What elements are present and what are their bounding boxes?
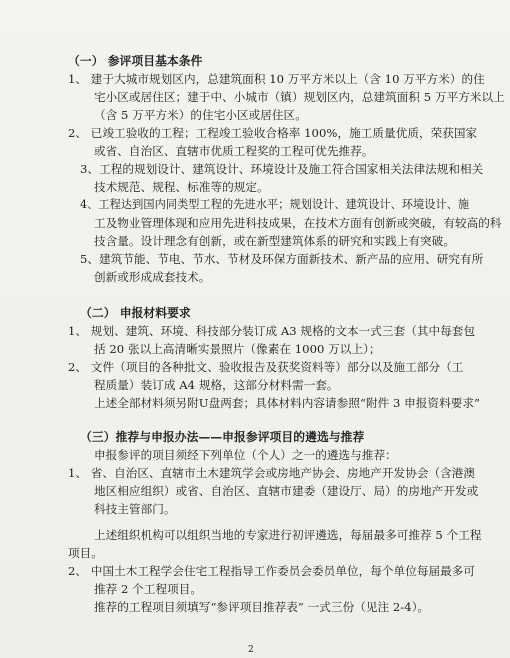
s3-item-1-line-1: 1、 省、自治区、直辖市土木建筑学会或房地产协会、房地产开发协会（含港澳 <box>68 466 476 480</box>
s2-item-2-line-2: 程质量）装订成 A4 规格，这部分材料需一套。 <box>94 378 339 392</box>
s3-intro: 申报参评的项目须经下列单位（个人）之一的遴选与推荐： <box>94 448 397 462</box>
s3-note-1-line-2: 项目。 <box>68 546 103 560</box>
s1-item-1-line-3: （含 5 万平方米）的住宅小区或居住区。 <box>94 108 307 122</box>
s2-item-2-line-1: 2、 文件（项目的各种批文、验收报告及获奖资料等）部分以及施工部分（工 <box>68 360 464 374</box>
s1-item-2-line-2: 或省、自治区、直辖市优质工程奖的工程可优先推荐。 <box>94 144 374 158</box>
s1-item-3-line-2: 技术规范、规程、标准等的规定。 <box>94 180 269 194</box>
s3-note-1-line-1: 上述组织机构可以组织当地的专家进行初评遴选，每届最多可推荐 5 个工程 <box>94 528 482 542</box>
s2-note: 上述全部材料须另附U盘两套；具体材料内容请参照“附件 3 申报资料要求” <box>94 396 480 410</box>
page-number: 2 <box>248 645 254 655</box>
section-3-heading: （三）推荐与申报办法——申报参评项目的遴选与推荐 <box>80 430 365 444</box>
s3-item-2-line-1: 2、 中国土木工程学会住宅工程指导工作委员会委员单位，每个单位每届最多可 <box>68 564 476 578</box>
s1-item-2-line-1: 2、 已竣工验收的工程；工程竣工验收合格率 100%，施工质量优质，荣获国家 <box>68 126 478 140</box>
s2-item-1-line-2: 括 20 张以上高清晰实景照片（像素在 1000 万以上）； <box>94 342 381 356</box>
s1-item-4-line-3: 技含量。设计理念有创新，或在新型建筑体系的研究和实践上有突破。 <box>94 234 455 248</box>
s2-item-1-line-1: 1、 规划、建筑、环境、科技部分装订成 A3 规格的文本一式三套（其中每套包 <box>68 324 476 338</box>
s3-item-1-line-3: 科技主管部门。 <box>94 502 176 516</box>
s1-item-4-line-2: 工及物业管理体现和应用先进科技成果，在技术方面有创新或突破，有较高的科 <box>94 216 502 230</box>
s1-item-1-line-1: 1、 建于大城市规划区内，总建筑面积 10 万平方米以上（含 10 万平方米）的住 <box>68 72 485 86</box>
s1-item-1-line-2: 宅小区或居住区；建于中、小城市（镇）规划区内，总建筑面积 5 万平方米以上 <box>94 90 505 104</box>
s1-item-4-line-1: 4、工程达到国内同类型工程的先进水平；规划设计、建筑设计、环境设计、施 <box>80 198 470 211</box>
s3-item-1-line-2: 地区相应组织）或省、自治区、直辖市建委（建设厅、局）的房地产开发或 <box>94 484 479 498</box>
s1-item-5-line-2: 创新或形成成套技术。 <box>94 270 211 284</box>
s1-item-3-line-1: 3、工程的规划设计、建筑设计、环境设计及施工符合国家相关法律法规和相关 <box>80 162 484 176</box>
s3-note-2: 推荐的工程项目须填写“参评项目推荐表” 一式三份（见注 2-4）。 <box>94 600 430 614</box>
s3-item-2-line-2: 推荐 2 个工程项目。 <box>94 582 203 596</box>
section-1-heading: （一） 参评项目基本条件 <box>68 54 203 68</box>
section-2-heading: （二） 申报材料要求 <box>80 306 191 320</box>
s1-item-5-line-1: 5、建筑节能、节电、节水、节材及环保方面新技术、新产品的应用、研究有所 <box>80 252 484 266</box>
